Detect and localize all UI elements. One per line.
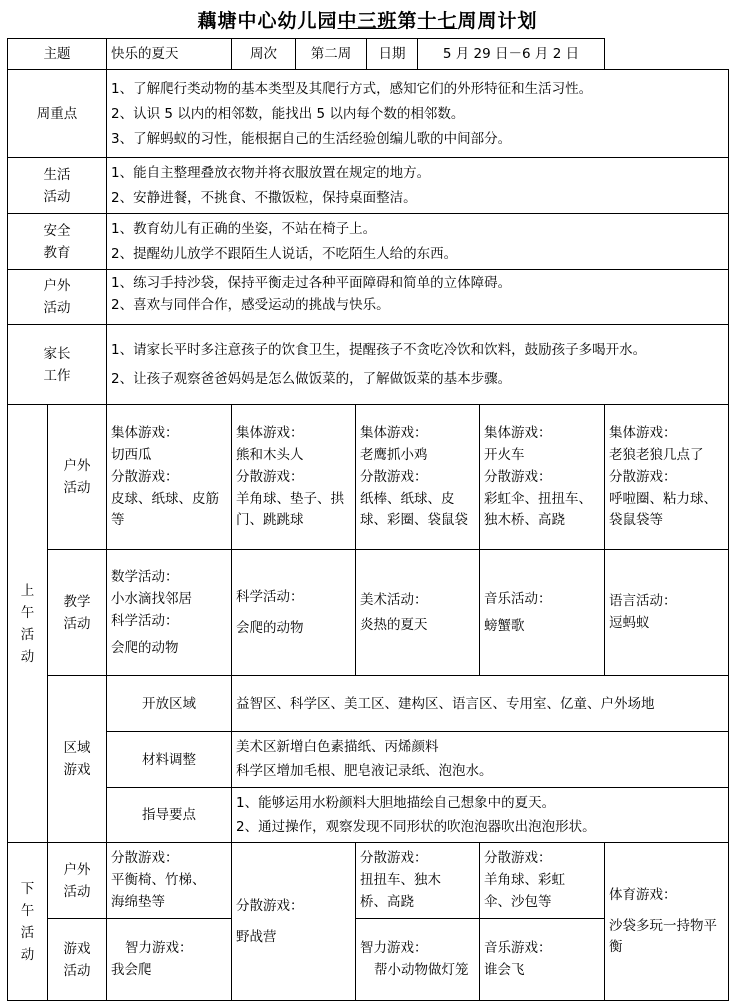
day-cell-wed: 集体游戏： 老鹰抓小鸡 分散游戏： 纸棒、纸球、皮球、彩圈、袋鼠袋 (356, 405, 480, 550)
guide-item: 1、能够运用水粉颜料大胆地描绘自己想象中的夏天。 (236, 794, 556, 811)
guide-label: 指导要点 (107, 788, 232, 843)
day-cell-wed: 分散游戏： 扭扭车、独木 桥、高跷 (356, 843, 480, 919)
afternoon-outdoor-row (8, 843, 729, 919)
header-row (8, 39, 729, 70)
theme-label: 主题 (8, 39, 107, 70)
parents-label: 家长 工作 (8, 325, 107, 405)
material-item: 美术区新增白色素描纸、丙烯颜料 (236, 739, 439, 755)
open-area-label: 开放区域 (107, 676, 232, 732)
life-item: 2、安静进餐，不挑食、不撒饭粒，保持桌面整洁。 (111, 190, 417, 206)
morning-teaching-row (8, 550, 729, 676)
week-value: 第二周 (296, 39, 367, 69)
day-cell-fri: 语言活动： 逗蚂蚁 (605, 550, 729, 676)
day-cell-fri: 集体游戏： 老狼老狼几点了 分散游戏： 呼啦圈、粘力球、袋鼠袋等 (605, 405, 729, 550)
material-item: 科学区增加毛根、肥皂液记录纸、泡泡水。 (236, 763, 493, 779)
focus-item: 1、了解爬行类动物的基本类型及其爬行方式，感知它们的外形特征和生活习性。 (111, 80, 593, 97)
morning-outdoor-row (8, 405, 729, 550)
safety-item: 1、教育幼儿有正确的坐姿，不站在椅子上。 (111, 221, 377, 237)
date-value: 5 月 29 日－6 月 2 日 (442, 46, 580, 62)
focus-label: 周重点 (8, 70, 107, 158)
weekly-plan-table (7, 38, 729, 1001)
week-label: 周次 (232, 39, 296, 69)
day-cell-thu: 集体游戏： 开火车 分散游戏： 彩虹伞、扭扭车、独木桥、高跷 (480, 405, 605, 550)
open-area-value: 益智区、科学区、美工区、建构区、语言区、专用室、亿童、户外场地 (232, 676, 729, 732)
focus-item: 2、认识 5 以内的相邻数，能找出 5 以内每个数的相邻数。 (111, 105, 465, 122)
area-open-row (8, 676, 729, 732)
theme-value: 快乐的夏天 (107, 39, 232, 70)
page-title: 藕塘中心幼儿园中三班第十七周周计划 (197, 10, 538, 32)
day-cell-tue: 科学活动： 会爬的动物 (232, 550, 356, 676)
day-cell-mon: 智力游戏： 我会爬 (107, 919, 232, 1001)
area-material-row (8, 732, 729, 788)
day-cell-wed: 智力游戏： 帮小动物做灯笼 (356, 919, 480, 1001)
guide-item: 2、通过操作，观察发现不同形状的吹泡泡器吹出泡泡形状。 (236, 818, 596, 835)
focus-item: 3、了解蚂蚁的习性，能根据自己的生活经验创编儿歌的中间部分。 (111, 130, 512, 147)
outdoor-week-label: 户外 活动 (8, 270, 107, 325)
day-cell-fri: 体育游戏： 沙袋多玩一持物平衡 (605, 843, 729, 1001)
safety-item: 2、提醒幼儿放学不跟陌生人说话，不吃陌生人给的东西。 (111, 246, 458, 262)
day-cell-tue: 分散游戏： 野战营 (232, 843, 356, 1001)
morning-label: 上 午 活 动 (8, 405, 48, 843)
life-item: 1、能自主整理叠放衣物并将衣服放置在规定的地方。 (111, 165, 431, 181)
afternoon-outdoor-label: 户外 活动 (48, 843, 107, 919)
morning-outdoor-label: 户外 活动 (48, 405, 107, 550)
outdoor-week-row (8, 270, 729, 325)
area-guide-row (8, 788, 729, 843)
day-cell-mon: 数学活动： 小水滴找邻居 科学活动： 会爬的动物 (107, 550, 232, 676)
day-cell-thu: 音乐游戏： 谁会飞 (480, 919, 605, 1001)
area-label: 区域 游戏 (48, 676, 107, 843)
safety-label: 安全 教育 (8, 214, 107, 270)
day-cell-thu: 分散游戏： 羊角球、彩虹 伞、沙包等 (480, 843, 605, 919)
focus-row (8, 70, 729, 158)
morning-teaching-label: 教学 活动 (48, 550, 107, 676)
day-cell-mon: 分散游戏： 平衡椅、竹梯、 海绵垫等 (107, 843, 232, 919)
afternoon-game-label: 游戏 活动 (48, 919, 107, 1001)
afternoon-label: 下 午 活 动 (8, 843, 48, 1001)
life-label: 生活 活动 (8, 158, 107, 214)
day-cell-wed: 美术活动： 炎热的夏天 (356, 550, 480, 676)
outdoor-week-item: 2、喜欢与同伴合作，感受运动的挑战与快乐。 (111, 297, 390, 313)
day-cell-tue: 集体游戏： 熊和木头人 分散游戏： 羊角球、垫子、拱门、跳跳球 (232, 405, 356, 550)
parents-row (8, 325, 729, 405)
date-label: 日期 (367, 39, 418, 69)
outdoor-week-item: 1、练习手持沙袋，保持平衡走过各种平面障碍和简单的立体障碍。 (111, 275, 512, 291)
parents-item: 1、请家长平时多注意孩子的饮食卫生，提醒孩子不贪吃冷饮和饮料，鼓励孩子多喝开水。 (111, 342, 647, 358)
material-label: 材料调整 (107, 732, 232, 788)
day-cell-mon: 集体游戏： 切西瓜 分散游戏： 皮球、纸球、皮筋等 (107, 405, 232, 550)
parents-item: 2、让孩子观察爸爸妈妈是怎么做饭菜的，了解做饭菜的基本步骤。 (111, 371, 512, 387)
day-cell-thu: 音乐活动： 螃蟹歌 (480, 550, 605, 676)
safety-row (8, 214, 729, 270)
life-row (8, 158, 729, 214)
focus-content (107, 70, 729, 158)
